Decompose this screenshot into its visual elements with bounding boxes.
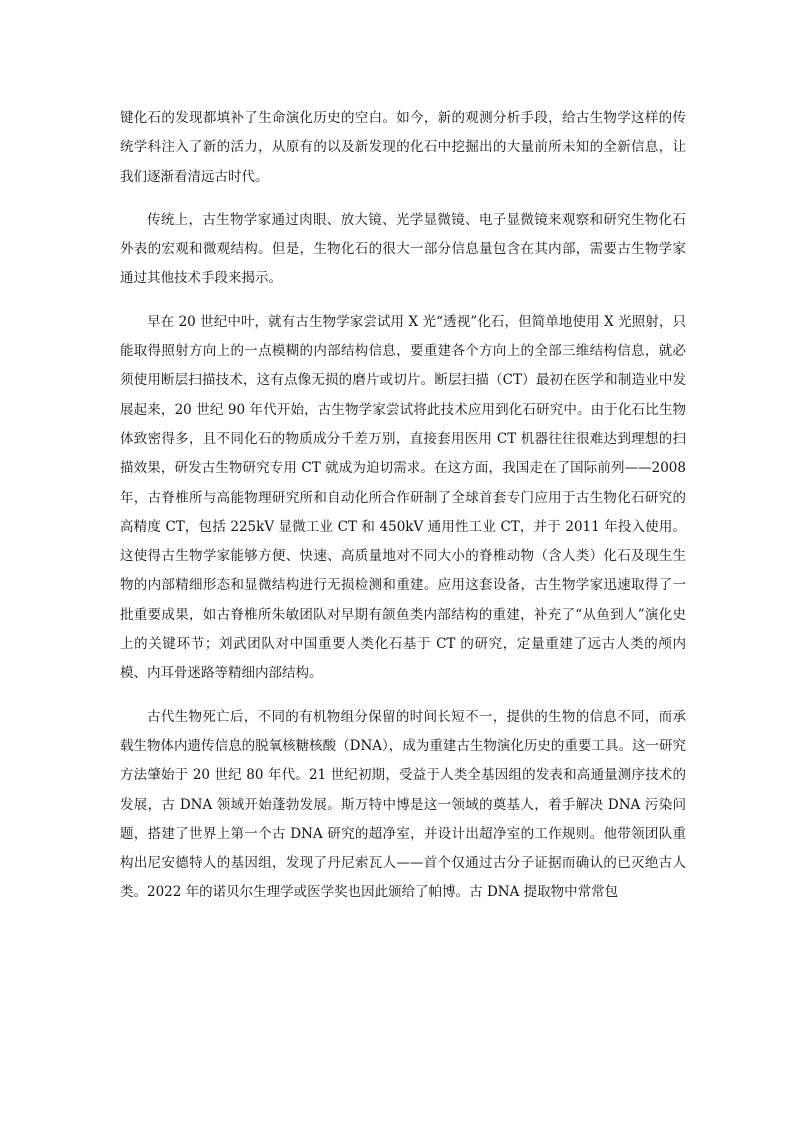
paragraph-ct-scanning: 早在 20 世纪中叶，就有古生物学家尝试用 X 光“透视”化石，但简单地使用 X 光照射，只能取得照射方向上的一点模糊的内部结构信息，要重建各个方向上的全部三维结构信息，就必须使用断层扫描技术，这有点像无损的磨片或切片。断层扫描（CT）最初在医学和制造业中发展起来，20 世纪 90 年代开始，古生物学家尝试将此技术应用到化石研究中。由于化石比生物体致密得多，且不同化石的物质成分千差万别，直接套用医用 CT 机器往往很难达到理想的扫描效果，研发古生物研究专用 CT 就成为迫切需求。在这方面，我国走在了国际前列——2008 年，古脊椎所与高能物理研究所和自动化所合作研制了全球首套专门应用于古生物化石研究的高精度 CT，包括 225kV 显微工业 CT 和 450kV 通用性工业 CT，并于 2011 年投入使用。这使得古生物学家能够方便、快速、高质量地对不同大小的脊椎动物（含人类）化石及现生生物的内部精细形态和显微结构进行无损检测和重建。应用这套设备，古生物学家迅速取得了一批重要成果，如古脊椎所朱敏团队对早期有颌鱼类内部结构的重建，补充了“从鱼到人”演化史上的关键环节；刘武团队对中国重要人类化石基于 CT 的研究，定量重建了远古人类的颅内模、内耳骨迷路等精细内部结构。 — [120, 313, 686, 682]
paragraph-ancient-dna: 古代生物死亡后，不同的有机物组分保留的时间长短不一，提供的生物的信息不同，而承载生物体内遗传信息的脱氧核糖核酸（DNA），成为重建古生物演化历史的重要工具。这一研究方法肇始于 20 世纪 80 年代。21 世纪初期，受益于人类全基因组的发表和高通量测序技术的发展，古 DNA 领域开始蓬勃发展。斯万特中博是这一领域的奠基人，着手解决 DNA 污染问题，搭建了世界上第一个古 DNA 研究的超净室，并设计出超净室的工作规则。他带领团队重构出尼安德特人的基因组，发现了丹尼索瓦人——首个仅通过古分子证据而确认的已灭绝古人类。2022 年的诺贝尔生理学或医学奖也因此颁给了帕博。古 DNA 提取物中常常包 — [120, 708, 686, 901]
paragraph-traditional-methods: 传统上，古生物学家通过肉眼、放大镜、光学显微镜、电子显微镜来观察和研究生物化石外表的宏观和微观结构。但是，生物化石的很大一部分信息量包含在其内部，需要古生物学家通过其他技术手段来揭示。 — [120, 211, 686, 287]
paragraph-fossil-discovery: 键化石的发现都填补了生命演化历史的空白。如今，新的观测分析手段，给古生物学这样的传统学科注入了新的活力，从原有的以及新发现的化石中挖掘出的大量前所未知的全新信息，让我们逐渐看清远古时代。 — [120, 110, 686, 185]
article-body — [120, 104, 686, 908]
